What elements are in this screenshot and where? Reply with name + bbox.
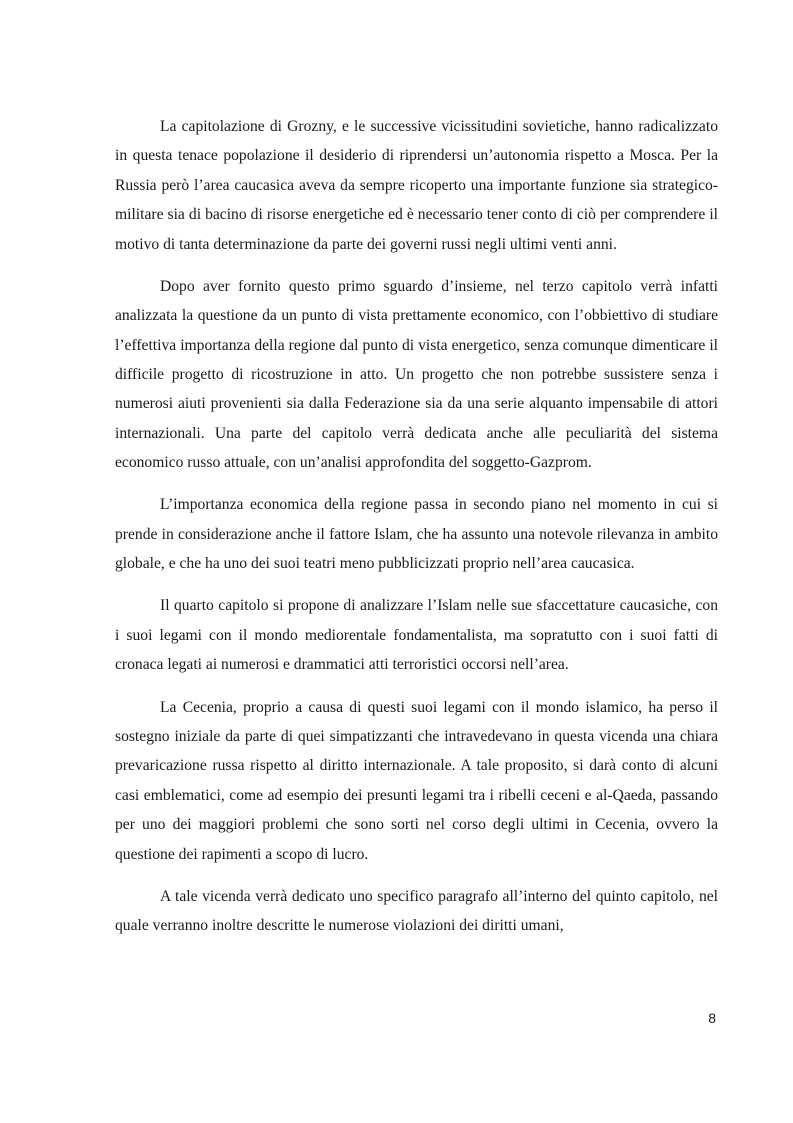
paragraph-grozny-capitulation: La capitolazione di Grozny, e le successive vicissitudini sovietiche, hanno radicalizzato in questa tenace popolazione il desiderio di riprendersi un’autonomia rispetto a Mosca. Per la Russia però l’area caucasica aveva da sempre ricoperto una importante funzione sia strategico-militare sia di bacino di risorse energetiche ed è necessario tener conto di ciò per comprendere il motivo di tanta determinazione da parte dei governi russi negli ultimi venti anni. (115, 118, 718, 253)
paragraph-chechnya-islamic-links: La Cecenia, proprio a causa di questi suoi legami con il mondo islamico, ha perso il sostegno iniziale da parte di quei simpatizzanti che intravedevano in questa vicenda una chiara prevaricazione russa rispetto al diritto internazionale. A tale proposito, si darà conto di alcuni casi emblematici, come ad esempio dei presunti legami tra i ribelli ceceni e al-Qaeda, passando per uno dei maggiori problemi che sono sorti nel corso degli ultimi in Cecenia, ovvero la questione dei rapimenti a scopo di lucro. (115, 698, 718, 863)
paragraph-economic-importance: L’importanza economica della regione passa in secondo piano nel momento in cui si prende in considerazione anche il fattore Islam, che ha assunto una notevole rilevanza in ambito globale, e che ha uno dei suoi teatri meno pubblicizzati proprio nell’area caucasica. (115, 496, 718, 573)
body-text (115, 112, 718, 953)
paragraph-third-chapter: Dopo aver fornito questo primo sguardo d’insieme, nel terzo capitolo verrà infatti analizzata la questione da un punto di vista prettamente economico, con l’obbiettivo di studiare l’effettiva importanza della regione dal punto di vista energetico, senza comunque dimenticare il difficile progetto di ricostruzione in atto. Un progetto che non potrebbe sussistere senza i numerosi aiuti provenienti sia dalla Federazione sia da una serie alquanto impensabile di attori internazionali. Una parte del capitolo verrà dedicata anche alle peculiarità del sistema economico russo attuale, con un’analisi approfondita del soggetto-Gazprom. (115, 277, 718, 472)
paragraph-fifth-chapter: A tale vicenda verrà dedicato uno specifico paragrafo all’interno del quinto capitolo, nel quale verranno inoltre descritte le numerose violazioni dei diritti umani, (115, 887, 718, 935)
page-number: 8 (708, 1010, 716, 1026)
paragraph-fourth-chapter: Il quarto capitolo si propone di analizzare l’Islam nelle sue sfaccettature caucasiche, con i suoi legami con il mondo mediorentale fondamentalista, ma sopratutto con i suoi fatti di cronaca legati ai numerosi e drammatici atti terroristici occorsi nell’area. (115, 597, 718, 674)
